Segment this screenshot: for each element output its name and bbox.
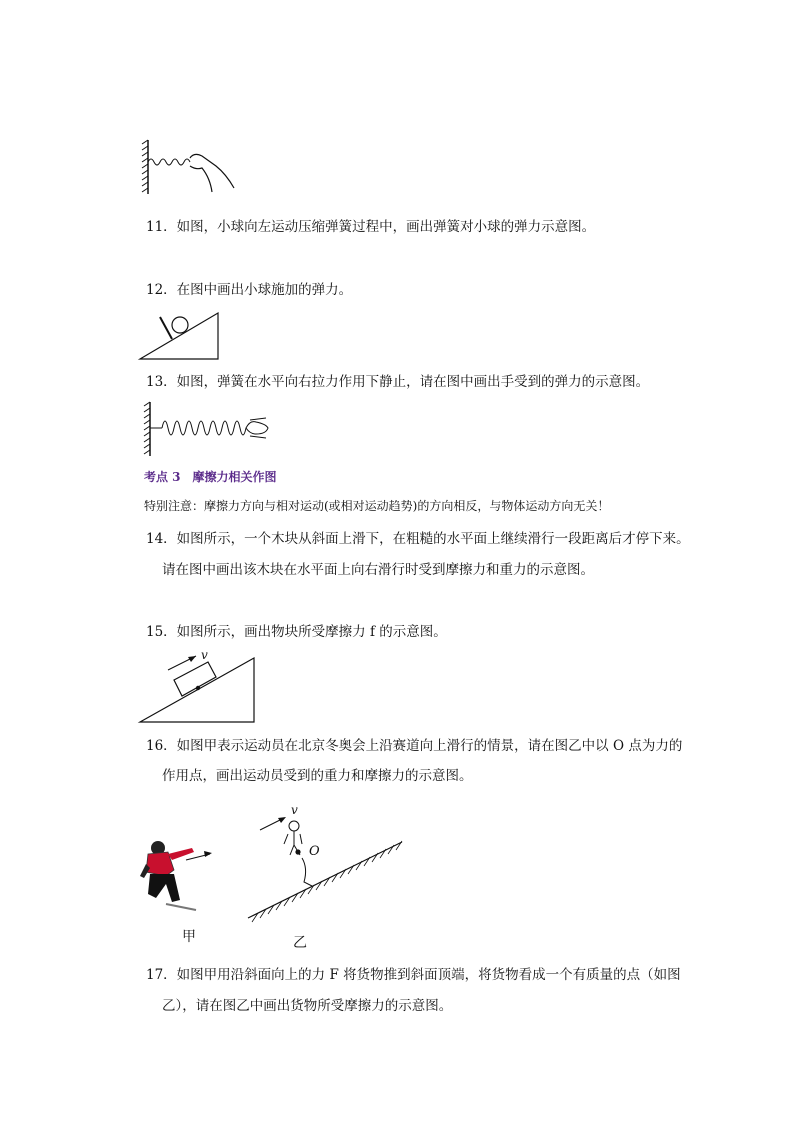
q16-figure-jia xyxy=(136,838,216,916)
q11-figure xyxy=(138,136,238,198)
label-jia: 甲 xyxy=(182,929,196,945)
section-note: 特别注意：摩擦力方向与相对运动(或相对运动趋势)的方向相反，与物体运动方向无关！ xyxy=(144,499,610,513)
question-11: 11．如图，小球向左运动压缩弹簧过程中，画出弹簧对小球的弹力示意图。 xyxy=(146,219,596,235)
q12-figure xyxy=(140,309,222,361)
o-label: O xyxy=(309,844,320,859)
question-13: 13．如图，弹簧在水平向右拉力作用下静止，请在图中画出手受到的弹力的示意图。 xyxy=(146,374,650,390)
question-14-line1: 14．如图所示，一个木块从斜面上滑下，在粗糙的水平面上继续滑行一段距离后才停下来。 xyxy=(146,531,690,547)
q15-v-label: v xyxy=(201,648,208,662)
question-14-line2: 请在图中画出该木块在水平面上向右滑行时受到摩擦力和重力的示意图。 xyxy=(162,562,594,578)
question-17-line1: 17．如图甲用沿斜面向上的力 F 将货物推到斜面顶端，将货物看成一个有质量的点（如图 xyxy=(146,967,681,983)
q15-figure xyxy=(138,650,258,726)
q13-figure xyxy=(138,400,268,458)
label-yi: 乙 xyxy=(293,935,307,951)
section-title: 考点 3 摩擦力相关作图 xyxy=(144,470,277,484)
ball xyxy=(172,317,188,333)
question-12: 12．在图中画出小球施加的弹力。 xyxy=(146,282,353,298)
yi-v-label: v xyxy=(291,803,298,817)
center-dot xyxy=(196,686,200,690)
question-17-line2: 乙），请在图乙中画出货物所受摩擦力的示意图。 xyxy=(162,998,453,1014)
question-16-line2: 作用点，画出运动员受到的重力和摩擦力的示意图。 xyxy=(162,768,473,784)
question-15: 15．如图所示，画出物块所受摩擦力 f 的示意图。 xyxy=(146,624,447,640)
point-o xyxy=(295,849,300,854)
question-16-line1: 16．如图甲表示运动员在北京冬奥会上沿赛道向上滑行的情景，请在图乙中以 O 点为力的 xyxy=(146,738,683,754)
q16-figure-yi xyxy=(244,806,406,926)
